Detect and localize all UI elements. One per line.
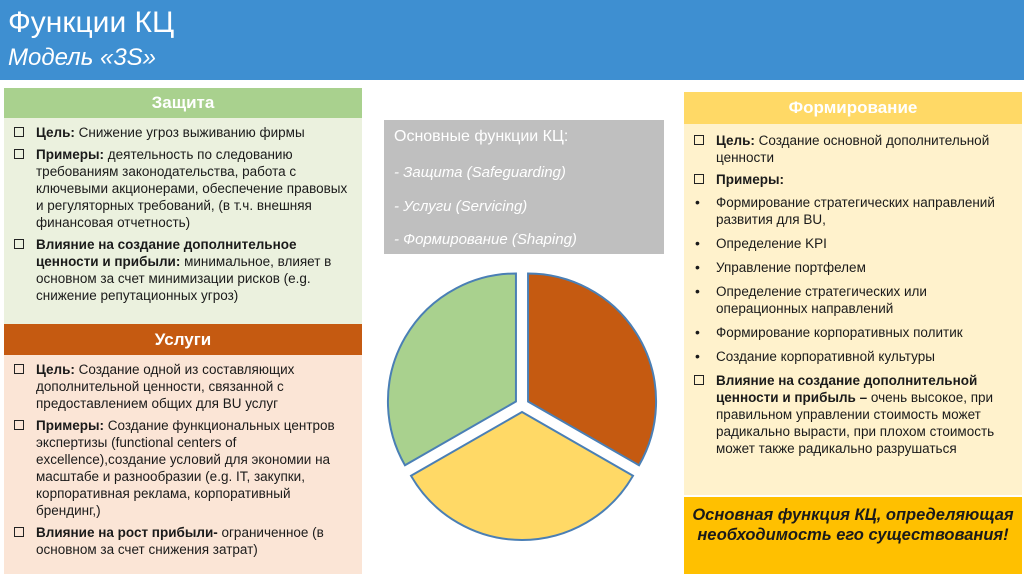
bullet-dot-icon: •: [695, 324, 700, 340]
shaping-bullet: • Создание корпоративной культуры: [695, 348, 935, 364]
bullet-dot-icon: •: [695, 283, 700, 299]
services-goal: Цель: Создание одной из составляющих дополнительной ценности, связанной с предоставлением общих для BU услуг: [12, 361, 356, 412]
protection-panel: [4, 88, 362, 324]
main-functions-title: Основные функции КЦ:: [394, 128, 569, 145]
shaping-title: Формирование: [684, 92, 1022, 124]
checkbox-bullet-icon: [694, 375, 704, 385]
checkbox-bullet-icon: [14, 127, 24, 137]
services-list: [12, 361, 356, 563]
function-safeguarding: - Защита (Safeguarding): [394, 164, 566, 181]
key-function-text: Основная функция КЦ, определяющая необходимость его существования!: [692, 506, 1014, 544]
shaping-impact: Влияние на создание дополнительной ценности и прибыль – очень высокое, при правильном управлении стоимость может радикально вырасти, при плохом стоимость может также радикально разрушаться: [692, 372, 1016, 457]
shaping-bullet: • Определение стратегических или операционных направлений: [695, 283, 927, 316]
checkbox-bullet-icon: [14, 527, 24, 537]
function-shaping: - Формирование (Shaping): [394, 231, 577, 248]
functions-pie-chart: [382, 270, 662, 570]
services-panel: [4, 324, 362, 574]
services-title: Услуги: [4, 324, 362, 355]
services-examples: Примеры: Создание функциональных центров экспертизы (functional centers of excellence),создание условий для экономии на масштабе и разнообразии (e.g. IT, закупки, корпоративная реклама, корпоративный брендинг,): [12, 417, 356, 519]
shaping-bullet: • Формирование корпоративных политик: [695, 324, 963, 340]
services-impact: Влияние на рост прибыли- ограниченное (в основном за счет снижения затрат): [12, 524, 356, 558]
page-title: Функции КЦ: [8, 6, 175, 39]
shaping-bullet: • Управление портфелем: [695, 259, 866, 275]
main-functions-box: [384, 120, 664, 254]
checkbox-bullet-icon: [14, 364, 24, 374]
protection-title: Защита: [4, 88, 362, 118]
header-bar: [0, 0, 1024, 80]
checkbox-bullet-icon: [14, 149, 24, 159]
checkbox-bullet-icon: [694, 135, 704, 145]
bullet-dot-icon: •: [695, 259, 700, 275]
shaping-panel: [684, 92, 1022, 495]
checkbox-bullet-icon: [14, 239, 24, 249]
shaping-examples: Примеры:: [692, 171, 1016, 188]
bullet-dot-icon: •: [695, 194, 700, 210]
protection-examples: Примеры: деятельность по следованию требованиям законодательства, работа с ключевыми акционерами, обеспечение правовых и регуляторных требований, (в т.ч. внешняя финансовая отчетность): [12, 146, 356, 231]
shaping-bullet: • Формирование стратегических направлений развития для BU,: [695, 194, 995, 227]
bullet-dot-icon: •: [695, 348, 700, 364]
protection-goal: Цель: Снижение угроз выживанию фирмы: [12, 124, 356, 141]
checkbox-bullet-icon: [694, 174, 704, 184]
shaping-goal: Цель: Создание основной дополнительной ценности: [692, 132, 1016, 166]
shaping-bullet: • Определение KPI: [695, 235, 827, 251]
key-function-callout: [684, 497, 1022, 574]
page-subtitle: Модель «3S»: [8, 44, 157, 71]
protection-impact: Влияние на создание дополнительное ценности и прибыли: минимальное, влияет в основном за счет минимизации рисков (e.g. снижение репутационных угроз): [12, 236, 356, 304]
bullet-dot-icon: •: [695, 235, 700, 251]
function-servicing: - Услуги (Servicing): [394, 198, 528, 215]
protection-list: [12, 124, 356, 309]
checkbox-bullet-icon: [14, 420, 24, 430]
shaping-list: [692, 132, 1016, 462]
